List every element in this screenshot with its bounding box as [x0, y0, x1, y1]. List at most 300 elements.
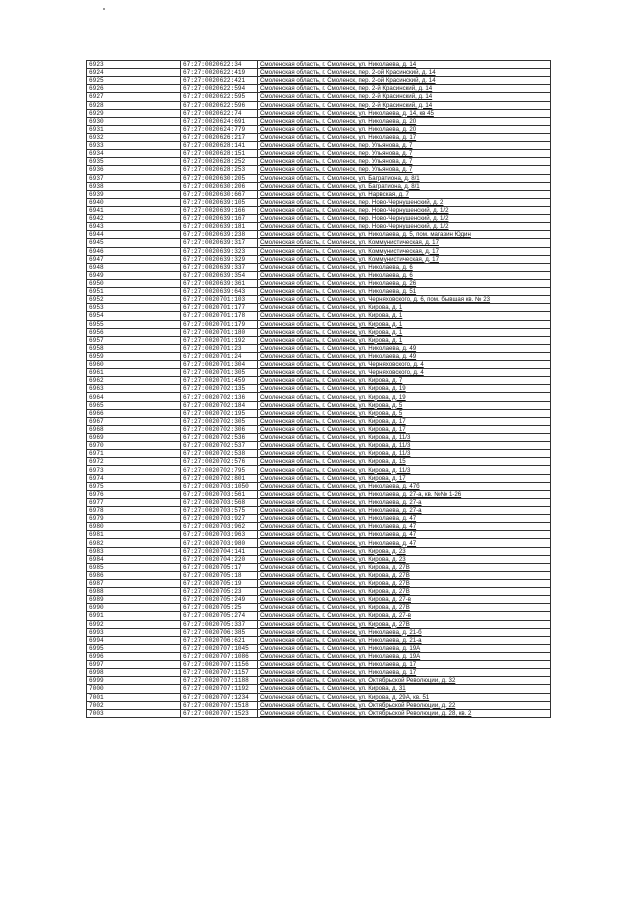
row-number: 6978 [87, 507, 181, 515]
cadastral-number: 67:27:0020703:963 [181, 531, 258, 539]
table-row [87, 215, 551, 223]
row-number: 6952 [87, 296, 181, 304]
table-row [87, 393, 551, 401]
table-row [87, 539, 551, 547]
table-row [87, 563, 551, 571]
table-row [87, 547, 551, 555]
table-row [87, 93, 551, 101]
cadastral-number: 67:27:0020702:536 [181, 434, 258, 442]
address: Смоленская область, г. Смоленск, ул. Октябрьской Революции, д. 32 [258, 677, 551, 685]
row-number: 6963 [87, 385, 181, 393]
address: Смоленская область, г. Смоленск, пер. Ново-Чернушенский, д. 1/2 [258, 206, 551, 214]
cadastral-number: 67:27:0020639:181 [181, 223, 258, 231]
row-number: 6961 [87, 369, 181, 377]
address: Смоленская область, г. Смоленск, ул. Черняховского, д. 6, пом. бывшая кв. № 23 [258, 296, 551, 304]
table-row [87, 385, 551, 393]
row-number: 6937 [87, 174, 181, 182]
table-row [87, 442, 551, 450]
row-number: 6931 [87, 125, 181, 133]
row-number: 6925 [87, 77, 181, 85]
address: Смоленская область, г. Смоленск, ул. Кирова, д. 27В [258, 563, 551, 571]
cadastral-number: 67:27:0020639:643 [181, 288, 258, 296]
address: Смоленская область, г. Смоленск, ул. Кирова, д. 5 [258, 401, 551, 409]
table-row [87, 142, 551, 150]
cadastral-number: 67:27:0020707:1188 [181, 677, 258, 685]
cadastral-number: 67:27:0020624:691 [181, 117, 258, 125]
row-number: 6932 [87, 133, 181, 141]
cadastral-number: 67:27:0020639:337 [181, 263, 258, 271]
address: Смоленская область, г. Смоленск, ул. Николаева, д. 14, кв 45 [258, 109, 551, 117]
row-number: 6982 [87, 539, 181, 547]
address: Смоленская область, г. Смоленск, ул. Коммунистическая, д. 17 [258, 239, 551, 247]
cadastral-number: 67:27:0020701:459 [181, 377, 258, 385]
row-number: 6977 [87, 498, 181, 506]
table-row [87, 507, 551, 515]
table-row [87, 125, 551, 133]
address: Смоленская область, г. Смоленск, пер. 2-й Красинский, д. 14 [258, 85, 551, 93]
address: Смоленская область, г. Смоленск, ул. Кирова, д. 19 [258, 385, 551, 393]
property-registry-table [86, 60, 551, 718]
table-row [87, 320, 551, 328]
row-number: 6949 [87, 271, 181, 279]
table-row [87, 61, 551, 69]
table-row [87, 231, 551, 239]
row-number: 6948 [87, 263, 181, 271]
table-row [87, 669, 551, 677]
cadastral-number: 67:27:0020703:962 [181, 523, 258, 531]
cadastral-number: 67:27:0020622:596 [181, 101, 258, 109]
row-number: 6956 [87, 328, 181, 336]
cadastral-number: 67:27:0020639:105 [181, 198, 258, 206]
address: Смоленская область, г. Смоленск, ул. Кирова, д. 1 [258, 320, 551, 328]
table-row [87, 604, 551, 612]
cadastral-number: 67:27:0020630:667 [181, 190, 258, 198]
table-row [87, 580, 551, 588]
address: Смоленская область, г. Смоленск, ул. Кирова, д. 23 [258, 547, 551, 555]
table-row [87, 312, 551, 320]
table-row [87, 263, 551, 271]
cadastral-number: 67:27:0020701:180 [181, 328, 258, 336]
cadastral-number: 67:27:0020702:538 [181, 450, 258, 458]
cadastral-number: 67:27:0020701:305 [181, 369, 258, 377]
cadastral-number: 67:27:0020702:195 [181, 409, 258, 417]
table-row [87, 450, 551, 458]
address: Смоленская область, г. Смоленск, ул. Кирова, д. 11/3 [258, 434, 551, 442]
table-row [87, 271, 551, 279]
cadastral-number: 67:27:0020702:795 [181, 466, 258, 474]
address: Смоленская область, г. Смоленск, ул. Николаева, д. 14 [258, 61, 551, 69]
table-row [87, 133, 551, 141]
table-row [87, 279, 551, 287]
table-row [87, 685, 551, 693]
cadastral-number: 67:27:0020639:361 [181, 279, 258, 287]
row-number: 6945 [87, 239, 181, 247]
table-row [87, 434, 551, 442]
cadastral-number: 67:27:0020702:136 [181, 393, 258, 401]
cadastral-number: 67:27:0020703:568 [181, 498, 258, 506]
row-number: 6955 [87, 320, 181, 328]
row-number: 6926 [87, 85, 181, 93]
address: Смоленская область, г. Смоленск, ул. Кирова, д. 17 [258, 425, 551, 433]
table-row [87, 344, 551, 352]
cadastral-number: 67:27:0020628:252 [181, 158, 258, 166]
address: Смоленская область, г. Смоленск, ул. Николаева, д. 47 [258, 531, 551, 539]
table-row [87, 652, 551, 660]
table-row [87, 588, 551, 596]
row-number: 6983 [87, 547, 181, 555]
cadastral-number: 67:27:0020622:594 [181, 85, 258, 93]
address: Смоленская область, г. Смоленск, ул. Кирова, д. 23 [258, 555, 551, 563]
table-row [87, 612, 551, 620]
row-number: 6957 [87, 336, 181, 344]
address: Смоленская область, г. Смоленск, ул. Кирова, д. 17 [258, 474, 551, 482]
address: Смоленская область, г. Смоленск, ул. Николаева, д. 19А [258, 652, 551, 660]
row-number: 6940 [87, 198, 181, 206]
cadastral-number: 67:27:0020707:1234 [181, 693, 258, 701]
cadastral-number: 67:27:0020639:166 [181, 206, 258, 214]
table-row [87, 490, 551, 498]
address: Смоленская область, г. Смоленск, ул. Николаева, д. 6 [258, 271, 551, 279]
table-row [87, 77, 551, 85]
table-row [87, 555, 551, 563]
row-number: 6959 [87, 352, 181, 360]
cadastral-number: 67:27:0020622:595 [181, 93, 258, 101]
row-number: 6941 [87, 206, 181, 214]
row-number: 6964 [87, 393, 181, 401]
cadastral-number: 67:27:0020639:323 [181, 247, 258, 255]
cadastral-number: 67:27:0020705:18 [181, 571, 258, 579]
table-row [87, 709, 551, 717]
table-row [87, 417, 551, 425]
table-row [87, 328, 551, 336]
table-row [87, 531, 551, 539]
table-row [87, 296, 551, 304]
table-row [87, 498, 551, 506]
address: Смоленская область, г. Смоленск, ул. Кирова, д. 27В [258, 604, 551, 612]
table-row [87, 369, 551, 377]
row-number: 6988 [87, 588, 181, 596]
row-number: 6994 [87, 636, 181, 644]
table-row [87, 515, 551, 523]
row-number: 6966 [87, 409, 181, 417]
cadastral-number: 67:27:0020707:1156 [181, 661, 258, 669]
cadastral-number: 67:27:0020707:1192 [181, 685, 258, 693]
address: Смоленская область, г. Смоленск, ул. Николаева, д. 27-а, кв. №№ 1-26 [258, 490, 551, 498]
row-number: 6969 [87, 434, 181, 442]
address: Смоленская область, г. Смоленск, ул. Николаева, д. 27-а [258, 507, 551, 515]
row-number: 6942 [87, 215, 181, 223]
row-number: 6999 [87, 677, 181, 685]
row-number: 6951 [87, 288, 181, 296]
address: Смоленская область, г. Смоленск, ул. Николаева, д. 47 [258, 523, 551, 531]
table-row [87, 117, 551, 125]
row-number: 6928 [87, 101, 181, 109]
cadastral-number: 67:27:0020701:178 [181, 312, 258, 320]
table-row [87, 288, 551, 296]
row-number: 6984 [87, 555, 181, 563]
row-number: 6975 [87, 482, 181, 490]
address: Смоленская область, г. Смоленск, ул. Николаева, д. 21-б [258, 628, 551, 636]
cadastral-number: 67:27:0020702:306 [181, 425, 258, 433]
table-row [87, 255, 551, 263]
address: Смоленская область, г. Смоленск, ул. Николаева, д. 19А [258, 644, 551, 652]
table-row [87, 466, 551, 474]
table-row [87, 206, 551, 214]
address: Смоленская область, г. Смоленск, пер. Ново-Чернушенский, д. 1/2 [258, 223, 551, 231]
row-number: 6950 [87, 279, 181, 287]
cadastral-number: 67:27:0020701:179 [181, 320, 258, 328]
address: Смоленская область, г. Смоленск, ул. Черняховского, д. 4 [258, 361, 551, 369]
address: Смоленская область, г. Смоленск, ул. Николаева, д. 51 [258, 288, 551, 296]
cadastral-number: 67:27:0020703:927 [181, 515, 258, 523]
address: Смоленская область, г. Смоленск, ул. Багратиона, д. 8/1 [258, 182, 551, 190]
row-number: 6998 [87, 669, 181, 677]
table-row [87, 198, 551, 206]
row-number: 6996 [87, 652, 181, 660]
row-number: 6939 [87, 190, 181, 198]
cadastral-number: 67:27:0020706:385 [181, 628, 258, 636]
table-row [87, 174, 551, 182]
address: Смоленская область, г. Смоленск, ул. Николаева, д. 17 [258, 133, 551, 141]
row-number: 6946 [87, 247, 181, 255]
table-row [87, 701, 551, 709]
address: Смоленская область, г. Смоленск, ул. Николаева, д. 17 [258, 661, 551, 669]
cadastral-number: 67:27:0020704:141 [181, 547, 258, 555]
address: Смоленская область, г. Смоленск, ул. Багратиона, д. 8/1 [258, 174, 551, 182]
row-number: 6970 [87, 442, 181, 450]
table-row [87, 109, 551, 117]
table-row [87, 361, 551, 369]
address: Смоленская область, г. Смоленск, ул. Николаева, д. 47б [258, 482, 551, 490]
row-number: 6965 [87, 401, 181, 409]
address: Смоленская область, г. Смоленск, пер. 2-ой Красинский, д. 14 [258, 77, 551, 85]
row-number: 6971 [87, 450, 181, 458]
row-number: 7000 [87, 685, 181, 693]
row-number: 6968 [87, 425, 181, 433]
address: Смоленская область, г. Смоленск, ул. Николаева, д. 47 [258, 515, 551, 523]
row-number: 6995 [87, 644, 181, 652]
row-number: 6972 [87, 458, 181, 466]
row-number: 6943 [87, 223, 181, 231]
cadastral-number: 67:27:0020701:103 [181, 296, 258, 304]
cadastral-number: 67:27:0020628:151 [181, 150, 258, 158]
row-number: 6929 [87, 109, 181, 117]
table-row [87, 628, 551, 636]
address: Смоленская область, г. Смоленск, ул. Кирова, д. 27В [258, 580, 551, 588]
table-row [87, 620, 551, 628]
table-row [87, 190, 551, 198]
cadastral-number: 67:27:0020705:337 [181, 620, 258, 628]
table-row [87, 304, 551, 312]
address: Смоленская область, г. Смоленск, пер. Ульянова, д. 7 [258, 142, 551, 150]
row-number: 6953 [87, 304, 181, 312]
address: Смоленская область, г. Смоленск, ул. Кирова, д. 27В [258, 620, 551, 628]
address: Смоленская область, г. Смоленск, ул. Кирова, д. 27В [258, 588, 551, 596]
cadastral-number: 67:27:0020628:253 [181, 166, 258, 174]
row-number: 6985 [87, 563, 181, 571]
cadastral-number: 67:27:0020701:177 [181, 304, 258, 312]
address: Смоленская область, г. Смоленск, ул. Николаева, д. 21-а [258, 636, 551, 644]
address: Смоленская область, г. Смоленск, ул. Николаева, д. 47 [258, 539, 551, 547]
scan-speck [103, 8, 105, 10]
cadastral-number: 67:27:0020639:354 [181, 271, 258, 279]
row-number: 6989 [87, 596, 181, 604]
address: Смоленская область, г. Смоленск, ул. Кирова, д. 5 [258, 409, 551, 417]
address: Смоленская область, г. Смоленск, ул. Кирова, д. 31 [258, 685, 551, 693]
table-row [87, 377, 551, 385]
row-number: 6936 [87, 166, 181, 174]
cadastral-number: 67:27:0020702:135 [181, 385, 258, 393]
cadastral-number: 67:27:0020639:329 [181, 255, 258, 263]
address: Смоленская область, г. Смоленск, ул. Кирова, д. 27-в [258, 596, 551, 604]
row-number: 6924 [87, 69, 181, 77]
cadastral-number: 67:27:0020705:23 [181, 588, 258, 596]
address: Смоленская область, г. Смоленск, ул. Николаева, д. 20 [258, 117, 551, 125]
cadastral-number: 67:27:0020622:34 [181, 61, 258, 69]
cadastral-number: 67:27:0020639:317 [181, 239, 258, 247]
cadastral-number: 67:27:0020703:561 [181, 490, 258, 498]
address: Смоленская область, г. Смоленск, пер. Ново-Чернушенский, д. 2 [258, 198, 551, 206]
address: Смоленская область, г. Смоленск, ул. Нарвская, д. 7 [258, 190, 551, 198]
address: Смоленская область, г. Смоленск, ул. Кирова, д. 11/3 [258, 450, 551, 458]
row-number: 6979 [87, 515, 181, 523]
table-row [87, 336, 551, 344]
row-number: 6987 [87, 580, 181, 588]
cadastral-number: 67:27:0020702:576 [181, 458, 258, 466]
row-number: 6993 [87, 628, 181, 636]
address: Смоленская область, г. Смоленск, ул. Кирова, д. 19 [258, 393, 551, 401]
row-number: 6944 [87, 231, 181, 239]
address: Смоленская область, г. Смоленск, ул. Николаева, д. 17 [258, 669, 551, 677]
address: Смоленская область, г. Смоленск, ул. Коммунистическая, д. 17 [258, 255, 551, 263]
cadastral-number: 67:27:0020622:421 [181, 77, 258, 85]
registry-sheet [86, 60, 550, 718]
row-number: 6992 [87, 620, 181, 628]
address: Смоленская область, г. Смоленск, ул. Кирова, д. 27В [258, 571, 551, 579]
table-row [87, 182, 551, 190]
table-row [87, 425, 551, 433]
address: Смоленская область, г. Смоленск, ул. Николаева, д. 5, пом. магазин Юдин [258, 231, 551, 239]
address: Смоленская область, г. Смоленск, ул. Николаева, д. 49 [258, 344, 551, 352]
row-number: 7003 [87, 709, 181, 717]
row-number: 6962 [87, 377, 181, 385]
cadastral-number: 67:27:0020628:141 [181, 142, 258, 150]
address: Смоленская область, г. Смоленск, ул. Черняховского, д. 4 [258, 369, 551, 377]
cadastral-number: 67:27:0020705:274 [181, 612, 258, 620]
cadastral-number: 67:27:0020630:206 [181, 182, 258, 190]
table-row [87, 571, 551, 579]
table-row [87, 85, 551, 93]
table-row [87, 239, 551, 247]
address: Смоленская область, г. Смоленск, ул. Кирова, д. 29А, кв. 51 [258, 693, 551, 701]
address: Смоленская область, г. Смоленск, пер. Ульянова, д. 7 [258, 158, 551, 166]
row-number: 6930 [87, 117, 181, 125]
row-number: 6923 [87, 61, 181, 69]
address: Смоленская область, г. Смоленск, ул. Николаева, д. 49 [258, 352, 551, 360]
row-number: 6933 [87, 142, 181, 150]
cadastral-number: 67:27:0020624:779 [181, 125, 258, 133]
cadastral-number: 67:27:0020703:575 [181, 507, 258, 515]
address: Смоленская область, г. Смоленск, ул. Коммунистическая, д. 17 [258, 247, 551, 255]
table-row [87, 677, 551, 685]
row-number: 6973 [87, 466, 181, 474]
cadastral-number: 67:27:0020622:74 [181, 109, 258, 117]
row-number: 6974 [87, 474, 181, 482]
cadastral-number: 67:27:0020704:220 [181, 555, 258, 563]
cadastral-number: 67:27:0020707:1518 [181, 701, 258, 709]
row-number: 6980 [87, 523, 181, 531]
cadastral-number: 67:27:0020701:23 [181, 344, 258, 352]
address: Смоленская область, г. Смоленск, ул. Кирова, д. 15 [258, 458, 551, 466]
cadastral-number: 67:27:0020705:249 [181, 596, 258, 604]
address: Смоленская область, г. Смоленск, пер. Ульянова, д. 7 [258, 166, 551, 174]
cadastral-number: 67:27:0020701:192 [181, 336, 258, 344]
cadastral-number: 67:27:0020630:205 [181, 174, 258, 182]
cadastral-number: 67:27:0020707:1157 [181, 669, 258, 677]
cadastral-number: 67:27:0020705:19 [181, 580, 258, 588]
row-number: 6960 [87, 361, 181, 369]
row-number: 6947 [87, 255, 181, 263]
table-row [87, 596, 551, 604]
table-row [87, 644, 551, 652]
table-row [87, 523, 551, 531]
table-row [87, 401, 551, 409]
address: Смоленская область, г. Смоленск, пер. Ульянова, д. 7 [258, 150, 551, 158]
row-number: 6938 [87, 182, 181, 190]
address: Смоленская область, г. Смоленск, ул. Октябрьской Революции, д. 22 [258, 701, 551, 709]
row-number: 7002 [87, 701, 181, 709]
cadastral-number: 67:27:0020707:1523 [181, 709, 258, 717]
row-number: 6967 [87, 417, 181, 425]
row-number: 6990 [87, 604, 181, 612]
row-number: 6934 [87, 150, 181, 158]
address: Смоленская область, г. Смоленск, ул. Октябрьской Революции, д. 28, кв. 2 [258, 709, 551, 717]
address: Смоленская область, г. Смоленск, ул. Кирова, д. 11/3 [258, 466, 551, 474]
table-row [87, 158, 551, 166]
address: Смоленская область, г. Смоленск, ул. Николаева, д. 26 [258, 279, 551, 287]
address: Смоленская область, г. Смоленск, ул. Кирова, д. 11/3 [258, 442, 551, 450]
table-row [87, 409, 551, 417]
table-row [87, 223, 551, 231]
address: Смоленская область, г. Смоленск, пер. Ново-Чернушенский, д. 1/2 [258, 215, 551, 223]
address: Смоленская область, г. Смоленск, пер. 2-й Красинский, д. 14 [258, 93, 551, 101]
address: Смоленская область, г. Смоленск, пер. 2-ой Красинский, д. 14 [258, 69, 551, 77]
address: Смоленская область, г. Смоленск, ул. Николаева, д. 20 [258, 125, 551, 133]
cadastral-number: 67:27:0020705:25 [181, 604, 258, 612]
row-number: 6927 [87, 93, 181, 101]
cadastral-number: 67:27:0020622:419 [181, 69, 258, 77]
row-number: 6991 [87, 612, 181, 620]
cadastral-number: 67:27:0020701:304 [181, 361, 258, 369]
table-row [87, 661, 551, 669]
table-row [87, 101, 551, 109]
table-row [87, 352, 551, 360]
address: Смоленская область, г. Смоленск, ул. Кирова, д. 7 [258, 377, 551, 385]
address: Смоленская область, г. Смоленск, ул. Кирова, д. 1 [258, 312, 551, 320]
address: Смоленская область, г. Смоленск, пер. 2-й Красинский, д. 14 [258, 101, 551, 109]
row-number: 6976 [87, 490, 181, 498]
table-row [87, 458, 551, 466]
address: Смоленская область, г. Смоленск, ул. Кирова, д. 1 [258, 328, 551, 336]
cadastral-number: 67:27:0020703:1050 [181, 482, 258, 490]
cadastral-number: 67:27:0020701:24 [181, 352, 258, 360]
table-row [87, 474, 551, 482]
cadastral-number: 67:27:0020705:17 [181, 563, 258, 571]
address: Смоленская область, г. Смоленск, ул. Кирова, д. 1 [258, 336, 551, 344]
cadastral-number: 67:27:0020702:305 [181, 417, 258, 425]
cadastral-number: 67:27:0020702:184 [181, 401, 258, 409]
address: Смоленская область, г. Смоленск, ул. Кирова, д. 17 [258, 417, 551, 425]
